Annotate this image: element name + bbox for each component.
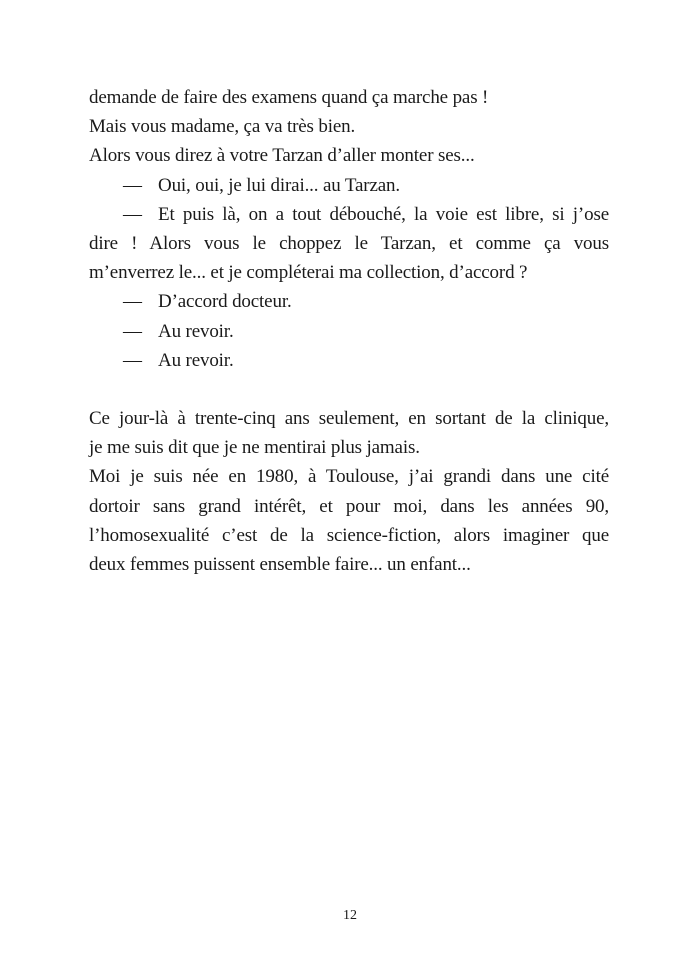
- dialogue-line: [89, 171, 609, 200]
- paragraph-gap: [89, 375, 609, 404]
- dialogue-line: [89, 287, 609, 316]
- text-line: demande de faire des examens quand ça marche pas !: [89, 87, 489, 108]
- text-line: Alors vous direz à votre Tarzan d’aller monter ses...: [89, 145, 475, 167]
- dialogue-dash: —: [123, 320, 142, 342]
- dialogue-line: [89, 346, 609, 375]
- page-body: [89, 83, 609, 579]
- dialogue-line: [89, 317, 609, 346]
- dialogue-text: Au revoir.: [158, 349, 234, 371]
- text-line: Ce jour-là à trente-cinq ans seulement, en sortant de la clinique,: [89, 408, 609, 430]
- text-line: je me suis dit que je ne mentirai plus jamais.: [89, 437, 420, 459]
- page-number: 12: [343, 908, 357, 923]
- dialogue-text: Et puis là, on a tout débouché, la voie est libre, si j’ose: [158, 203, 609, 225]
- text-line: deux femmes puissent ensemble faire... un enfant...: [89, 554, 471, 575]
- text-line: m’enverrez le... et je compléterai ma collection, d’accord ?: [89, 262, 528, 284]
- dialogue-text: Oui, oui, je lui dirai... au Tarzan.: [158, 174, 400, 196]
- dialogue-text: Au revoir.: [158, 320, 234, 342]
- text-line: Moi je suis née en 1980, à Toulouse, j’ai grandi dans une cité: [89, 466, 609, 488]
- dialogue-dash: —: [123, 203, 142, 225]
- dialogue-dash: —: [123, 291, 142, 313]
- dialogue-line: [89, 200, 609, 229]
- text-line: l’homosexualité c’est de la science-fiction, alors imaginer que: [89, 524, 609, 546]
- text-line: Mais vous madame, ça va très bien.: [89, 116, 356, 138]
- dialogue-dash: —: [123, 174, 142, 196]
- text-line: dortoir sans grand intérêt, et pour moi, dans les années 90,: [89, 495, 609, 517]
- text-line: dire ! Alors vous le choppez le Tarzan, et comme ça vous: [89, 232, 609, 254]
- dialogue-text: D’accord docteur.: [158, 291, 292, 313]
- dialogue-dash: —: [123, 349, 142, 371]
